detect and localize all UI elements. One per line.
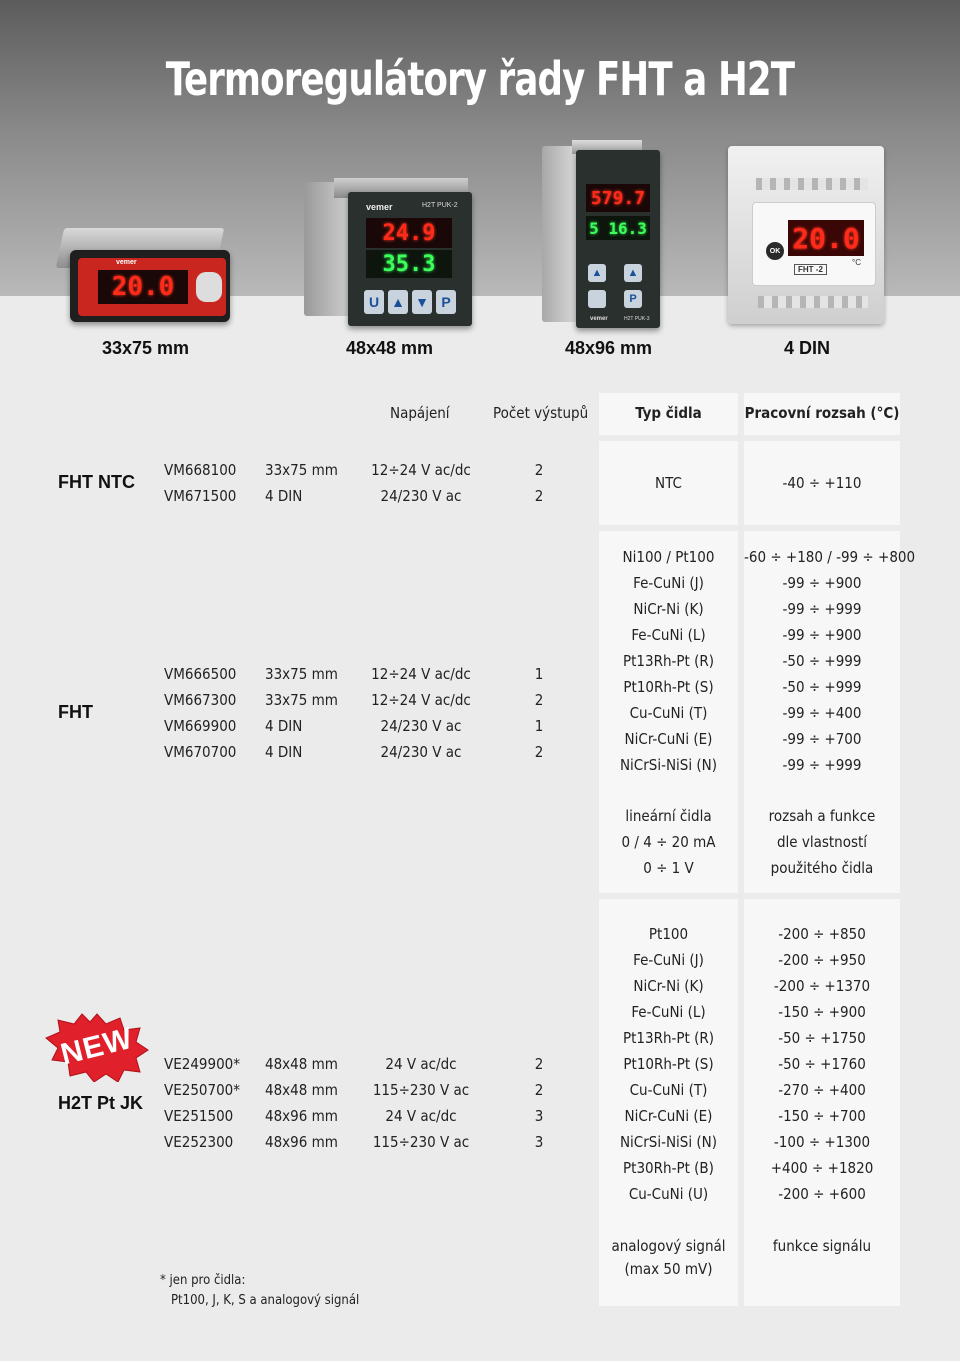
linear-sensor-line: 0 ÷ 1 V	[643, 859, 694, 877]
group-name-fht-ntc: FHT NTC	[58, 472, 135, 492]
product-key: ▼	[412, 290, 432, 314]
footnote-line: Pt100, J, K, S a analogový signál	[171, 1293, 360, 1308]
product-outputs: 2	[534, 691, 544, 709]
product-key: P	[436, 290, 456, 314]
sensor-type: Pt10Rh-Pt (S)	[623, 678, 714, 696]
working-range: +400 ÷ +1820	[770, 1159, 874, 1177]
working-range: -150 ÷ +700	[778, 1107, 866, 1125]
working-range: -40 ÷ +110	[782, 474, 862, 492]
product-display-top: 24.9	[366, 218, 452, 248]
linear-range-line: dle vlastností	[776, 833, 868, 851]
product-code: VM671500	[164, 487, 237, 505]
working-range: -99 ÷ +900	[782, 626, 862, 644]
product-size: 4 DIN	[265, 487, 303, 505]
product-power: 115÷230 V ac	[372, 1081, 470, 1099]
header-outputs: Počet výstupů	[493, 404, 589, 422]
product-power: 24/230 V ac	[380, 487, 462, 505]
working-range: -99 ÷ +999	[782, 600, 862, 618]
sensor-type: Fe-CuNi (L)	[631, 626, 706, 644]
product-outputs: 2	[534, 461, 544, 479]
sensor-type: Pt30Rh-Pt (B)	[623, 1159, 714, 1177]
working-range: -200 ÷ +850	[778, 925, 866, 943]
sensor-type: Pt13Rh-Pt (R)	[622, 1029, 714, 1047]
product-size: 33x75 mm	[265, 691, 338, 709]
product-size: 48x96 mm	[265, 1133, 338, 1151]
product-power: 12÷24 V ac/dc	[371, 665, 471, 683]
group-name-fht: FHT	[58, 702, 93, 722]
linear-sensor-line: lineární čidla	[625, 807, 712, 825]
product-size-label: 33x75 mm	[102, 338, 190, 358]
analog-sensor-line: (max 50 mV)	[624, 1260, 713, 1278]
analog-range-line: funkce signálu	[772, 1237, 872, 1255]
product-code: VE249900*	[164, 1055, 241, 1073]
working-range: -50 ÷ +999	[782, 678, 862, 696]
product-power: 24/230 V ac	[380, 717, 462, 735]
product-code: VM668100	[164, 461, 237, 479]
product-size-label: 4 DIN	[784, 338, 831, 358]
sensor-type: Cu-CuNi (T)	[629, 704, 708, 722]
working-range: -50 ÷ +999	[782, 652, 862, 670]
product-size: 48x48 mm	[265, 1055, 338, 1073]
product-model: H2T PUK-2	[422, 202, 458, 209]
product-image-33x75	[60, 228, 232, 326]
product-code: VM667300	[164, 691, 237, 709]
product-outputs: 1	[534, 665, 544, 683]
product-image-4din	[728, 146, 888, 326]
product-display-top: 579.7	[586, 184, 650, 212]
product-key: P	[624, 290, 642, 308]
sensor-type: NiCrSi-NiSi (N)	[619, 1133, 718, 1151]
product-display: 20.0	[98, 270, 188, 304]
page-title: Termoregulátory řady FHT a H2T	[165, 52, 795, 106]
product-key: ▲	[624, 264, 642, 282]
product-size: 4 DIN	[265, 743, 303, 761]
product-display: 20.0	[788, 220, 864, 256]
product-power: 12÷24 V ac/dc	[371, 461, 471, 479]
product-display-bottom: 35.3	[366, 250, 452, 278]
product-key: ▲	[388, 290, 408, 314]
header-sensor-type: Typ čidla	[635, 404, 702, 422]
product-power: 24 V ac/dc	[385, 1107, 457, 1125]
sensor-type: NTC	[655, 474, 682, 492]
product-model: FHT -2	[794, 264, 827, 275]
product-size: 48x96 mm	[265, 1107, 338, 1125]
product-outputs: 1	[534, 717, 544, 735]
new-badge-label: NEW	[57, 1021, 137, 1072]
product-power: 115÷230 V ac	[372, 1133, 470, 1151]
working-range: -99 ÷ +400	[782, 704, 862, 722]
linear-range-line: rozsah a funkce	[768, 807, 876, 825]
product-size: 4 DIN	[265, 717, 303, 735]
sensor-type: NiCr-CuNi (E)	[624, 730, 713, 748]
working-range: -50 ÷ +1760	[778, 1055, 866, 1073]
working-range: -99 ÷ +700	[782, 730, 862, 748]
product-power: 24 V ac/dc	[385, 1055, 457, 1073]
sensor-type: Fe-CuNi (J)	[633, 574, 704, 592]
header-power: Napájení	[390, 404, 450, 422]
product-image-48x96	[542, 140, 660, 332]
working-range: -99 ÷ +999	[782, 756, 862, 774]
product-buttons	[196, 272, 222, 302]
working-range: -99 ÷ +900	[782, 574, 862, 592]
working-range: -150 ÷ +900	[778, 1003, 866, 1021]
product-outputs: 2	[534, 1055, 544, 1073]
working-range: -200 ÷ +950	[778, 951, 866, 969]
product-size-label: 48x48 mm	[346, 338, 434, 358]
working-range: -200 ÷ +600	[778, 1185, 866, 1203]
product-key: ▲	[588, 264, 606, 282]
product-size: 48x48 mm	[265, 1081, 338, 1099]
product-code: VE252300	[164, 1133, 234, 1151]
working-range: -100 ÷ +1300	[773, 1133, 871, 1151]
product-model: H2T PUK-3	[624, 316, 650, 322]
product-unit: °C	[852, 258, 861, 267]
working-range: -50 ÷ +1750	[778, 1029, 866, 1047]
sensor-type: Pt10Rh-Pt (S)	[623, 1055, 714, 1073]
product-code: VM666500	[164, 665, 237, 683]
footnote-line: * jen pro čidla:	[160, 1273, 246, 1288]
product-key	[588, 290, 606, 308]
product-size: 33x75 mm	[265, 665, 338, 683]
sensor-type: Pt100	[648, 925, 689, 943]
product-power: 12÷24 V ac/dc	[371, 691, 471, 709]
sensor-type: NiCr-Ni (K)	[633, 977, 704, 995]
product-display-bottom: 5 16.3	[586, 216, 650, 240]
sensor-type: Ni100 / Pt100	[622, 548, 715, 566]
product-size-label: 48x96 mm	[565, 338, 653, 358]
linear-sensor-line: 0 / 4 ÷ 20 mA	[621, 833, 716, 851]
sensor-type: Fe-CuNi (J)	[633, 951, 704, 969]
product-outputs: 2	[534, 487, 544, 505]
analog-sensor-line: analogový signál	[611, 1237, 726, 1255]
sensor-type: NiCrSi-NiSi (N)	[619, 756, 718, 774]
working-range: -270 ÷ +400	[778, 1081, 866, 1099]
product-outputs: 2	[534, 743, 544, 761]
product-code: VE250700*	[164, 1081, 241, 1099]
sensor-type: NiCr-CuNi (E)	[624, 1107, 713, 1125]
product-outputs: 3	[534, 1133, 544, 1151]
sensor-type: Pt13Rh-Pt (R)	[622, 652, 714, 670]
product-code: VM670700	[164, 743, 237, 761]
sensor-type: Cu-CuNi (T)	[629, 1081, 708, 1099]
sensor-type: Cu-CuNi (U)	[628, 1185, 709, 1203]
new-badge	[44, 1012, 150, 1082]
sensor-type: NiCr-Ni (K)	[633, 600, 704, 618]
header-working-range: Pracovní rozsah (°C)	[744, 404, 900, 422]
linear-range-line: použitého čidla	[770, 859, 874, 877]
working-range: -200 ÷ +1370	[773, 977, 871, 995]
product-brand: vemer	[116, 259, 137, 266]
group-name-h2t: H2T Pt JK	[58, 1093, 144, 1113]
product-key: U	[364, 290, 384, 314]
product-size: 33x75 mm	[265, 461, 338, 479]
product-image-48x48	[304, 178, 472, 328]
product-brand: vemer	[590, 316, 608, 322]
working-range: -60 ÷ +180 / -99 ÷ +800	[744, 548, 916, 566]
product-outputs: 2	[534, 1081, 544, 1099]
product-code: VM669900	[164, 717, 237, 735]
product-key-ok: OK	[766, 242, 784, 260]
product-code: VE251500	[164, 1107, 234, 1125]
sensor-type: Fe-CuNi (L)	[631, 1003, 706, 1021]
product-outputs: 3	[534, 1107, 544, 1125]
product-brand: vemer	[366, 202, 393, 212]
product-power: 24/230 V ac	[380, 743, 462, 761]
